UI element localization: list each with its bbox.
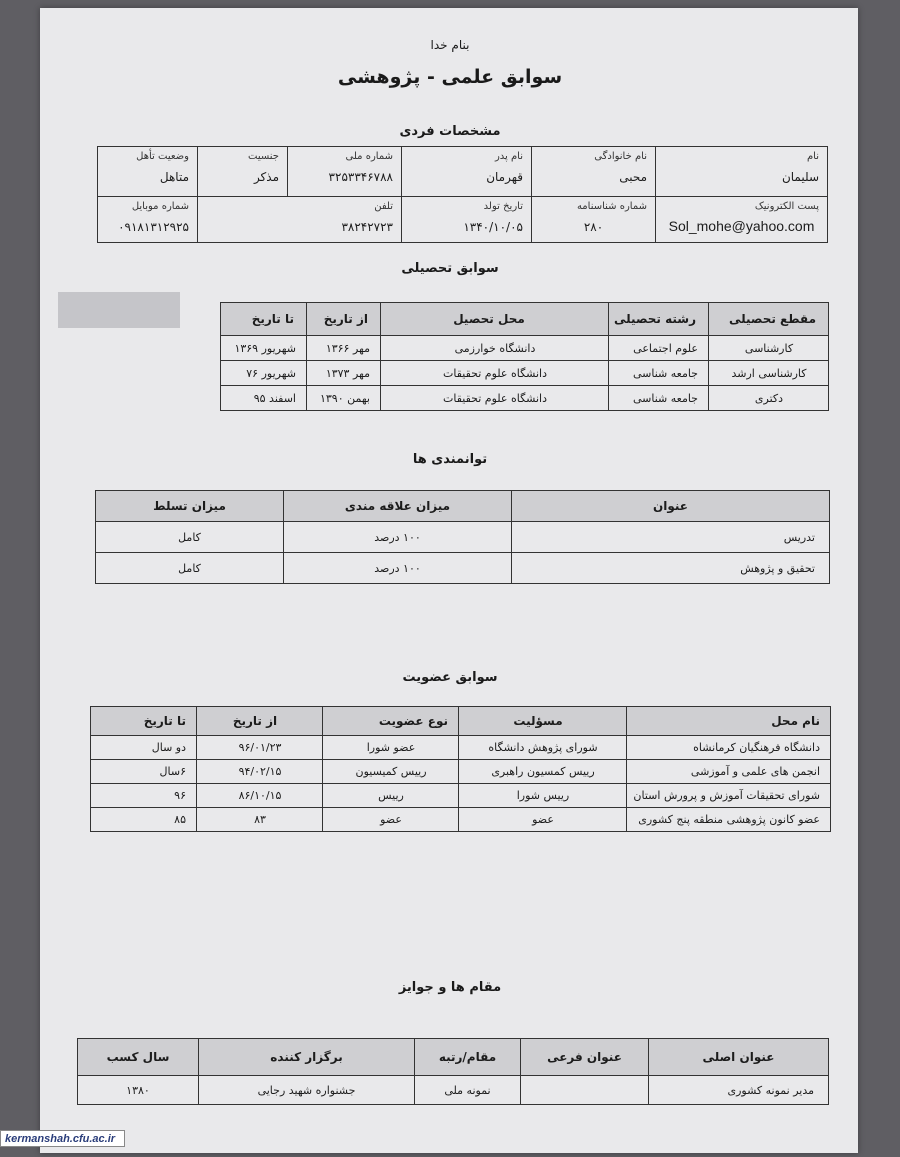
table-cell: عضو شورا — [323, 736, 459, 760]
table-row — [91, 736, 831, 760]
table-cell: ۸۶/۱۰/۱۵ — [197, 784, 323, 808]
table-row — [91, 760, 831, 784]
section-title-awards: مقام ها و جوایز — [398, 980, 502, 995]
table-row — [91, 784, 831, 808]
table-cell: علوم اجتماعی — [609, 336, 709, 361]
table-cell: شورای پژوهش دانشگاه — [459, 736, 627, 760]
table-cell: شورای تحقیقات آموزش و پرورش استان — [627, 784, 831, 808]
table-cell: شهریور ۱۳۶۹ — [221, 336, 307, 361]
first-name-cell: نام سلیمان — [656, 147, 828, 197]
table-row — [78, 1076, 829, 1105]
table-cell: رییس کمیسیون — [323, 760, 459, 784]
table-cell: ۱۰۰ درصد — [284, 522, 512, 553]
table-cell: رییس — [323, 784, 459, 808]
section-title-skills: توانمندی ها — [412, 452, 488, 467]
table-cell: انجمن های علمی و آموزشی — [627, 760, 831, 784]
table-cell: کارشناسی — [709, 336, 829, 361]
col-to-date: تا تاریخ — [91, 707, 197, 736]
table-cell: رییس کمسیون راهبری — [459, 760, 627, 784]
table-cell: تدریس — [512, 522, 830, 553]
skills-table — [95, 490, 830, 584]
col-main-title: عنوان اصلی — [649, 1039, 829, 1076]
awards-header-row — [78, 1039, 829, 1076]
col-responsibility: مسؤلیت — [459, 707, 627, 736]
table-row — [91, 808, 831, 832]
table-cell: ۱۳۸۰ — [78, 1076, 199, 1105]
table-cell: ۱۰۰ درصد — [284, 553, 512, 584]
site-watermark: kermanshah.cfu.ac.ir — [0, 1130, 125, 1147]
table-cell: ۹۴/۰۲/۱۵ — [197, 760, 323, 784]
col-organizer: برگزار کننده — [199, 1039, 415, 1076]
awards-table — [77, 1038, 829, 1105]
table-cell: جامعه شناسی — [609, 361, 709, 386]
table-cell: کامل — [96, 553, 284, 584]
col-sub-title: عنوان فرعی — [521, 1039, 649, 1076]
marital-status-cell: وضعیت تأهل متاهل — [98, 147, 198, 197]
table-cell: دو سال — [91, 736, 197, 760]
table-row — [221, 336, 829, 361]
col-title: عنوان — [512, 491, 830, 522]
id-number-cell: شماره شناسنامه ۲۸۰ — [532, 197, 656, 243]
email-cell: پست الکترونیک Sol_mohe@yahoo.com — [656, 197, 828, 243]
table-cell: شهریور ۷۶ — [221, 361, 307, 386]
table-cell: مهر ۱۳۷۳ — [307, 361, 381, 386]
table-cell: بهمن ۱۳۹۰ — [307, 386, 381, 411]
membership-table — [90, 706, 831, 832]
col-institution: محل تحصیل — [381, 303, 609, 336]
last-name-cell: نام خانوادگی محبی — [532, 147, 656, 197]
table-cell: ۹۶ — [91, 784, 197, 808]
table-row — [221, 361, 829, 386]
table-cell: عضو — [323, 808, 459, 832]
col-to-date: تا تاریخ — [221, 303, 307, 336]
table-cell: کامل — [96, 522, 284, 553]
table-cell — [521, 1076, 649, 1105]
table-cell: اسفند ۹۵ — [221, 386, 307, 411]
table-cell: جشنواره شهید رجایی — [199, 1076, 415, 1105]
table-cell: نمونه ملی — [415, 1076, 521, 1105]
table-cell: ۹۶/۰۱/۲۳ — [197, 736, 323, 760]
col-from-date: از تاریخ — [307, 303, 381, 336]
table-cell: جامعه شناسی — [609, 386, 709, 411]
table-cell: ۸۵ — [91, 808, 197, 832]
table-cell: دکتری — [709, 386, 829, 411]
bismillah-heading: بنام خدا — [430, 38, 470, 52]
page-title: سوابق علمی - پژوهشی — [337, 66, 563, 88]
col-place: نام محل — [627, 707, 831, 736]
table-cell: ۶سال — [91, 760, 197, 784]
father-name-cell: نام پدر قهرمان — [402, 147, 532, 197]
col-degree: مقطع تحصیلی — [709, 303, 829, 336]
table-cell: عضو کانون پژوهشی منطقه پنج کشوری — [627, 808, 831, 832]
birth-date-cell: تاریخ تولد ۱۳۴۰/۱۰/۰۵ — [402, 197, 532, 243]
section-title-membership: سوابق عضویت — [402, 670, 498, 685]
section-title-education: سوابق تحصیلی — [401, 261, 499, 276]
col-from-date: از تاریخ — [197, 707, 323, 736]
national-id-cell: شماره ملی ۳۲۵۳۳۴۶۷۸۸ — [288, 147, 402, 197]
section-title-personal: مشخصات فردی — [399, 124, 501, 139]
table-cell: ۸۳ — [197, 808, 323, 832]
table-cell: دانشگاه علوم تحقیقات — [381, 361, 609, 386]
table-cell: دانشگاه علوم تحقیقات — [381, 386, 609, 411]
col-year: سال کسب — [78, 1039, 199, 1076]
header-shade — [58, 292, 180, 328]
table-cell: کارشناسی ارشد — [709, 361, 829, 386]
table-cell: مهر ۱۳۶۶ — [307, 336, 381, 361]
table-cell: مدیر نمونه کشوری — [649, 1076, 829, 1105]
education-table — [220, 302, 829, 411]
col-interest: میزان علاقه مندی — [284, 491, 512, 522]
col-proficiency: میزان تسلط — [96, 491, 284, 522]
table-cell: رییس شورا — [459, 784, 627, 808]
phone-cell: تلفن ۳۸۲۴۲۷۲۳ — [198, 197, 402, 243]
table-row — [96, 522, 830, 553]
personal-row-1 — [98, 147, 828, 197]
table-row — [96, 553, 830, 584]
personal-row-2 — [98, 197, 828, 243]
table-cell: دانشگاه فرهنگیان کرمانشاه — [627, 736, 831, 760]
table-cell: تحقیق و پژوهش — [512, 553, 830, 584]
membership-header-row — [91, 707, 831, 736]
personal-info-table — [97, 146, 828, 243]
col-field: رشته تحصیلی — [609, 303, 709, 336]
table-cell: عضو — [459, 808, 627, 832]
gender-cell: جنسیت مذکر — [198, 147, 288, 197]
table-row — [221, 386, 829, 411]
mobile-cell: شماره موبایل ۰۹۱۸۱۳۱۲۹۲۵ — [98, 197, 198, 243]
col-membership-type: نوع عضویت — [323, 707, 459, 736]
table-cell: دانشگاه خوارزمی — [381, 336, 609, 361]
skills-header-row — [96, 491, 830, 522]
education-header-row — [221, 303, 829, 336]
col-rank: مقام/رتبه — [415, 1039, 521, 1076]
